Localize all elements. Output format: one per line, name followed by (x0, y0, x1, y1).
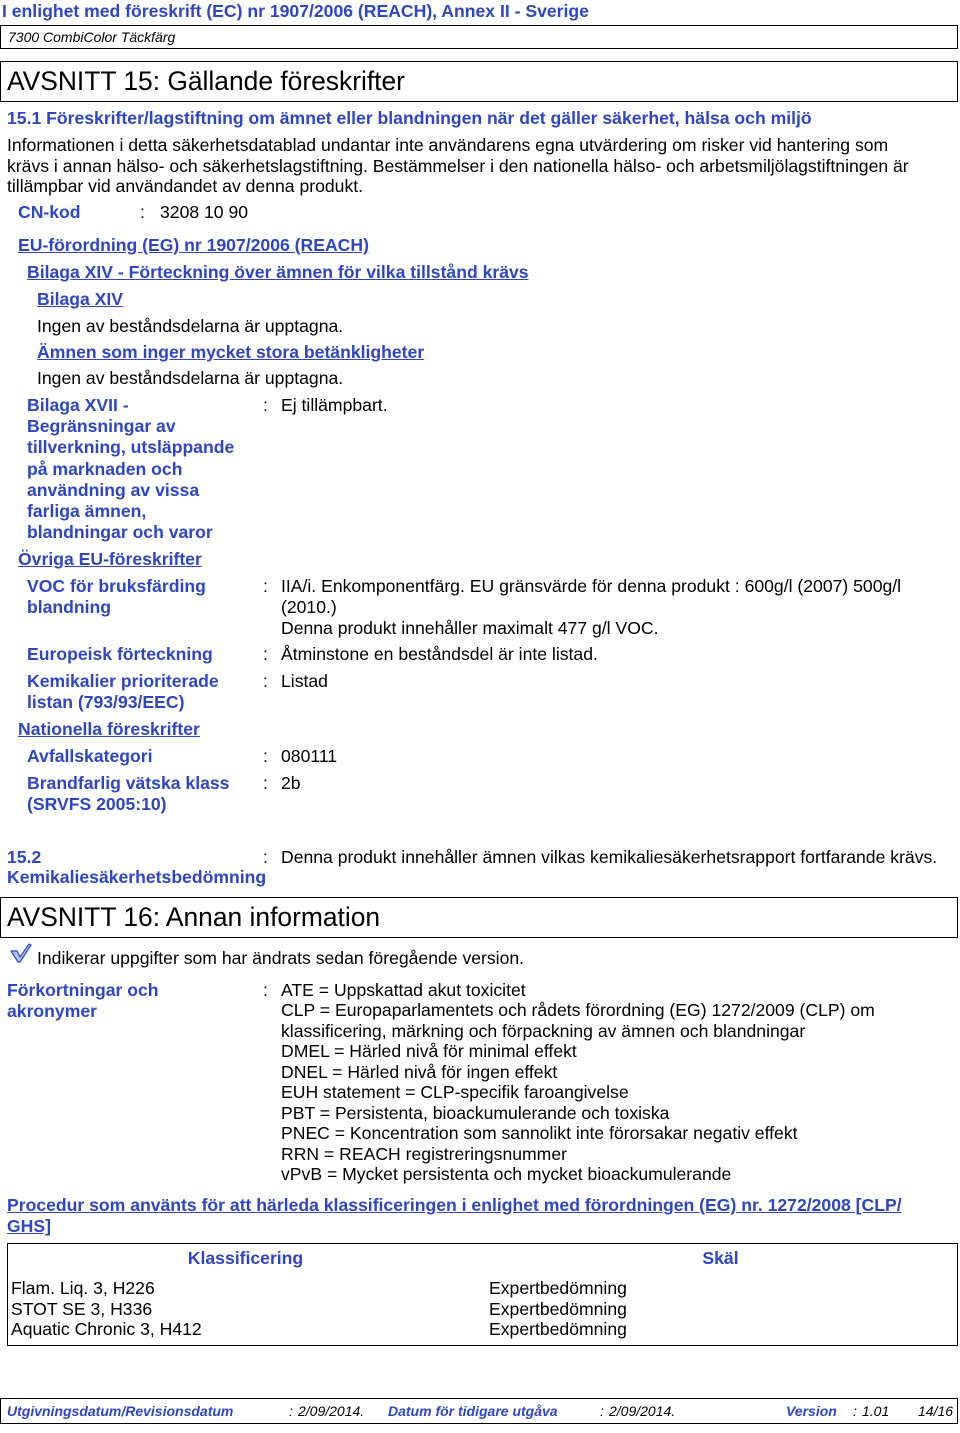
waste-category-value: 080111 (281, 746, 338, 766)
flammable-class-label: Brandfarlig vätska klass (SRVFS 2005:10) (27, 773, 230, 814)
section-16-header (0, 897, 958, 938)
table-cell-classification: STOT SE 3, H336 (11, 1298, 153, 1319)
version-label: Version (786, 1403, 837, 1419)
flammable-class-value: 2b (281, 773, 301, 793)
section-16-title: AVSNITT 16: Annan information (7, 902, 381, 932)
inventory-label: Europeisk förteckning (27, 644, 213, 664)
table-header-reason: Skäl (702, 1248, 739, 1268)
annex-xiv-value: Ingen av beståndsdelarna är upptagna. (37, 316, 344, 336)
waste-category-label: Avfallskategori (27, 746, 153, 766)
table-header-classification: Klassificering (187, 1248, 304, 1268)
change-indicator-text: Indikerar uppgifter som har ändrats sedan föregående version. (37, 948, 525, 968)
abbreviation-item: CLP = Europaparlamentets och rådets förordning (EG) 1272/2009 (CLP) om klassificering, märkning och förpackning av ämnen och blandningar (281, 1000, 875, 1041)
version-separator: : (853, 1403, 857, 1419)
classification-procedure-title: Procedur som använts för att härleda klassificeringen i enlighet med förordningen (EG) nr. 1272/2008 [CLP/ GHS] (7, 1195, 902, 1236)
abbreviation-item: EUH statement = CLP-specifik faroangivelse (281, 1082, 629, 1103)
table-cell-reason: Expertbedömning (489, 1278, 627, 1298)
flammable-class-separator: : (263, 773, 268, 793)
regulation-header: I enlighet med föreskrift (EC) nr 1907/2006 (REACH), Annex II - Sverige (2, 1, 589, 21)
annex-xvii-separator: : (263, 395, 268, 415)
issue-date-value: 2/09/2014. (298, 1403, 365, 1419)
section-15-intro: Informationen i detta säkerhetsdatablad undantar inte användarens egna utvärdering om risker vid hantering som krävs i annan hälso- och säkerhetslagstiftning. Bestämmelser i den nationella hälso- och arbetsmiljölagstiftningen är tillämpbar vid användandet av denna produkt. (7, 135, 909, 196)
previous-date-separator: : (600, 1403, 604, 1419)
subsection-15-1-title: 15.1 Föreskrifter/lagstiftning om ämnet eller blandningen när det gäller säkerhet, hälsa och miljö (7, 108, 812, 128)
abbreviation-item: DNEL = Härled nivå för ingen effekt (281, 1061, 558, 1082)
issue-date-label: Utgivningsdatum/Revisionsdatum (7, 1403, 234, 1419)
inventory-value: Åtminstone en beståndsdel är inte listad. (281, 644, 598, 664)
product-name: 7300 CombiColor Täckfärg (8, 29, 176, 45)
abbreviation-item: PBT = Persistenta, bioackumulerande och toxiska (281, 1102, 670, 1123)
svhc-value: Ingen av beståndsdelarna är upptagna. (37, 368, 344, 388)
inventory-separator: : (263, 644, 268, 664)
annex-xvii-label: Bilaga XVII - Begränsningar av tillverkning, utsläppande på marknaden och användning av vissa farliga ämnen, blandningar och varor (27, 395, 235, 543)
product-name-box (0, 25, 958, 49)
priority-list-label: Kemikalier prioriterade listan (793/93/EEC) (27, 671, 219, 712)
priority-list-separator: : (263, 671, 268, 691)
abbreviation-item: DMEL = Härled nivå för minimal effekt (281, 1041, 577, 1062)
abbreviation-item: ATE = Uppskattad akut toxicitet (281, 980, 526, 1000)
subsection-15-2-label: 15.2 Kemikaliesäkerhetsbedömning (7, 847, 267, 887)
table-cell-reason: Expertbedömning (489, 1298, 627, 1319)
table-cell-classification: Aquatic Chronic 3, H412 (11, 1319, 202, 1339)
page-footer (0, 1398, 958, 1424)
cn-code-value: 3208 10 90 (160, 202, 249, 222)
svhc-label: Ämnen som inger mycket stora betänkligheter (37, 342, 425, 362)
table-cell-reason: Expertbedömning (489, 1319, 627, 1339)
section-15-header (0, 61, 958, 102)
version-value: 1.01 (862, 1403, 890, 1419)
waste-category-separator: : (263, 746, 268, 766)
subsection-15-2-separator: : (263, 847, 268, 867)
abbreviation-item: PNEC = Koncentration som sannolikt inte förorsakar negativ effekt (281, 1123, 798, 1144)
previous-date-value: 2/09/2014. (609, 1403, 676, 1419)
change-indicator-icon (10, 943, 32, 963)
abbreviation-item: RRN = REACH registreringsnummer (281, 1143, 567, 1164)
annex-xvii-value: Ej tillämpbart. (281, 395, 388, 415)
previous-date-label: Datum för tidigare utgåva (388, 1403, 558, 1419)
subsection-15-2-value: Denna produkt innehåller ämnen vilkas kemikaliesäkerhetsrapport fortfarande krävs. (281, 847, 938, 867)
national-title: Nationella föreskrifter (18, 719, 200, 739)
table-cell-classification: Flam. Liq. 3, H226 (11, 1278, 155, 1298)
voc-value: IIA/i. Enkomponentfärg. EU gränsvärde för denna produkt : 600g/l (2007) 500g/l (2010.) Denna produkt innehåller maximalt 477 g/l VOC. (281, 576, 902, 638)
annex-xiv-title: Bilaga XIV - Förteckning över ämnen för vilka tillstånd krävs (27, 262, 529, 282)
classification-table (7, 1243, 958, 1346)
issue-date-separator: : (289, 1403, 293, 1419)
abbreviations-list (281, 980, 956, 1185)
section-15-title: AVSNITT 15: Gällande föreskrifter (7, 66, 405, 96)
reach-title: EU-förordning (EG) nr 1907/2006 (REACH) (18, 235, 369, 255)
priority-list-value: Listad (281, 671, 328, 691)
abbreviations-separator: : (263, 980, 268, 1000)
abbreviations-label: Förkortningar och akronymer (7, 980, 159, 1021)
voc-label: VOC för bruksfärding blandning (27, 576, 206, 617)
voc-separator: : (263, 576, 268, 596)
annex-xiv-label: Bilaga XIV (37, 289, 124, 309)
cn-code-separator: : (140, 202, 145, 222)
cn-code-label: CN-kod (18, 202, 81, 222)
abbreviation-item: vPvB = Mycket persistenta och mycket bioackumulerande (281, 1164, 732, 1185)
page-number: 14/16 (918, 1403, 954, 1419)
other-eu-title: Övriga EU-föreskrifter (18, 549, 202, 569)
